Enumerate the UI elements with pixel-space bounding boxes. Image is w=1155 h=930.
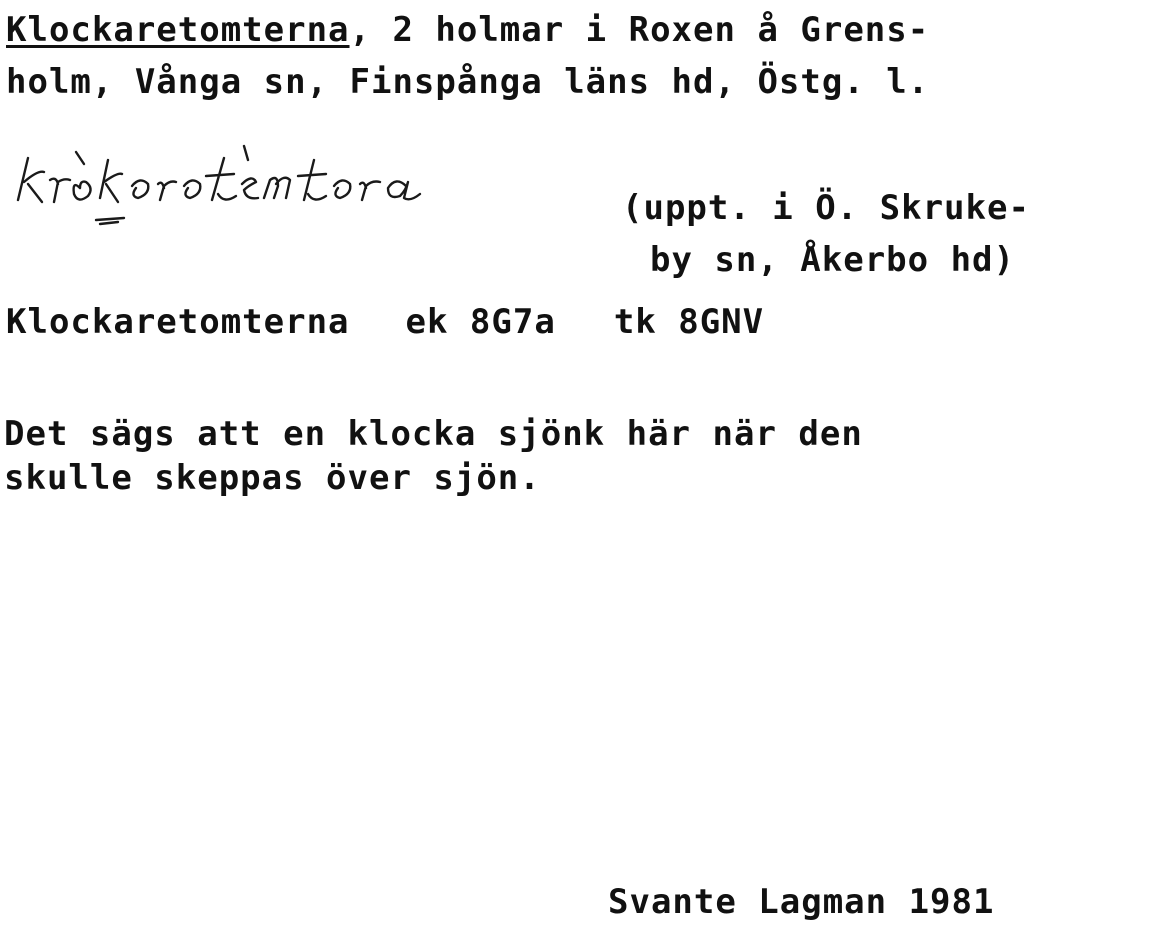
legend-note-line2: skulle skeppas över sjön. (4, 458, 541, 498)
heading-description: , 2 holmar i Roxen å Grens- (349, 10, 930, 50)
heading-location: holm, Vånga sn, Finspånga läns hd, Östg. l. (6, 62, 930, 102)
map-ref-tk: tk 8GNV (613, 302, 765, 342)
map-ref-ek: ek 8G7a (405, 302, 556, 342)
headword: Klockaretomterna (6, 10, 350, 50)
signature: Svante Lagman 1981 (608, 882, 995, 922)
card-heading (6, 10, 929, 50)
map-reference (6, 302, 764, 342)
legend-note-line1: Det sägs att en klocka sjönk här när den (4, 414, 863, 454)
map-ref-name: Klockaretomterna (6, 302, 350, 342)
handwritten-phonetic-transcription (8, 140, 598, 250)
recorded-location-line2: by sn, Åkerbo hd) (650, 240, 1015, 280)
recorded-location-line1: (uppt. i Ö. Skruke- (622, 188, 1030, 228)
